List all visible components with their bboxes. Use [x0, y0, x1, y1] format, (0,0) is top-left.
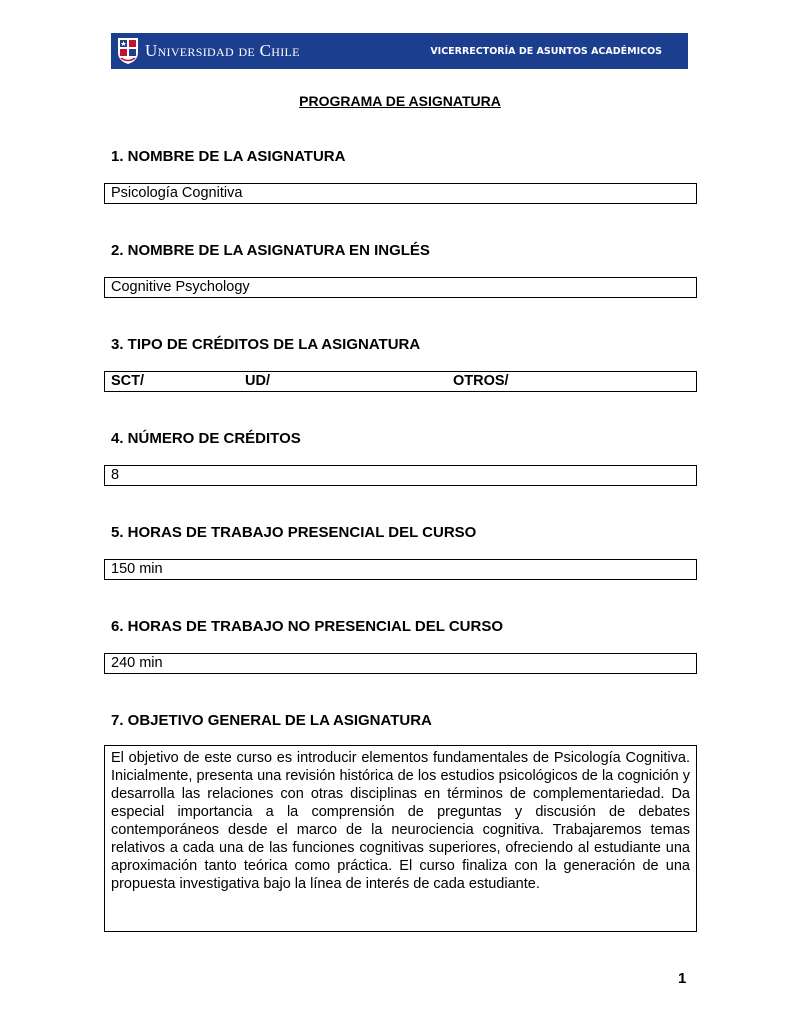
document-title: PROGRAMA DE ASIGNATURA — [299, 93, 501, 109]
section-4-value: 8 — [104, 465, 697, 486]
university-crest-icon — [117, 37, 139, 65]
section-7-heading: 7. OBJETIVO GENERAL DE LA ASIGNATURA — [111, 712, 432, 729]
section-4-heading: 4. NÚMERO DE CRÉDITOS — [111, 430, 301, 447]
section-1-heading: 1. NOMBRE DE LA ASIGNATURA — [111, 148, 346, 165]
section-2-heading: 2. NOMBRE DE LA ASIGNATURA EN INGLÉS — [111, 242, 430, 259]
page-number: 1 — [678, 970, 687, 987]
section-6-heading: 6. HORAS DE TRABAJO NO PRESENCIAL DEL CURSO — [111, 618, 503, 635]
credit-type-otros: OTROS/ — [453, 373, 509, 389]
section-6-value: 240 min — [104, 653, 697, 674]
office-name: VICERRECTORÍA DE ASUNTOS ACADÉMICOS — [430, 45, 662, 57]
credit-type-box — [104, 371, 697, 392]
section-5-heading: 5. HORAS DE TRABAJO PRESENCIAL DEL CURSO — [111, 524, 477, 541]
section-1-value: Psicología Cognitiva — [104, 183, 697, 204]
section-5-value: 150 min — [104, 559, 697, 580]
banner-left — [117, 37, 300, 65]
section-2-value: Cognitive Psychology — [104, 277, 697, 298]
university-name: Universidad de Chile — [145, 41, 300, 60]
credit-type-ud: UD/ — [245, 373, 270, 389]
credit-type-sct: SCT/ — [111, 373, 145, 389]
section-7-value: El objetivo de este curso es introducir elementos fundamentales de Psicología Cognitiva. Inicialmente, presenta una revisión histórica de los estudios psicológicos de la cognición y desarrolla las relaciones con otras disciplinas en términos de complementariedad. Da especial importancia a la comprensión de preguntas y discusión de debates contemporáneos desde el marco de la neurociencia cognitiva. Trabajaremos temas relativos a cada una de las funciones cognitivas superiores, ofreciendo al estudiante una aproximación tanto teórica como práctica. El curso finaliza con la generación de una propuesta investigativa bajo la línea de interés de cada estudiante. — [104, 745, 697, 932]
section-3-heading: 3. TIPO DE CRÉDITOS DE LA ASIGNATURA — [111, 336, 421, 353]
header-banner — [111, 33, 688, 69]
